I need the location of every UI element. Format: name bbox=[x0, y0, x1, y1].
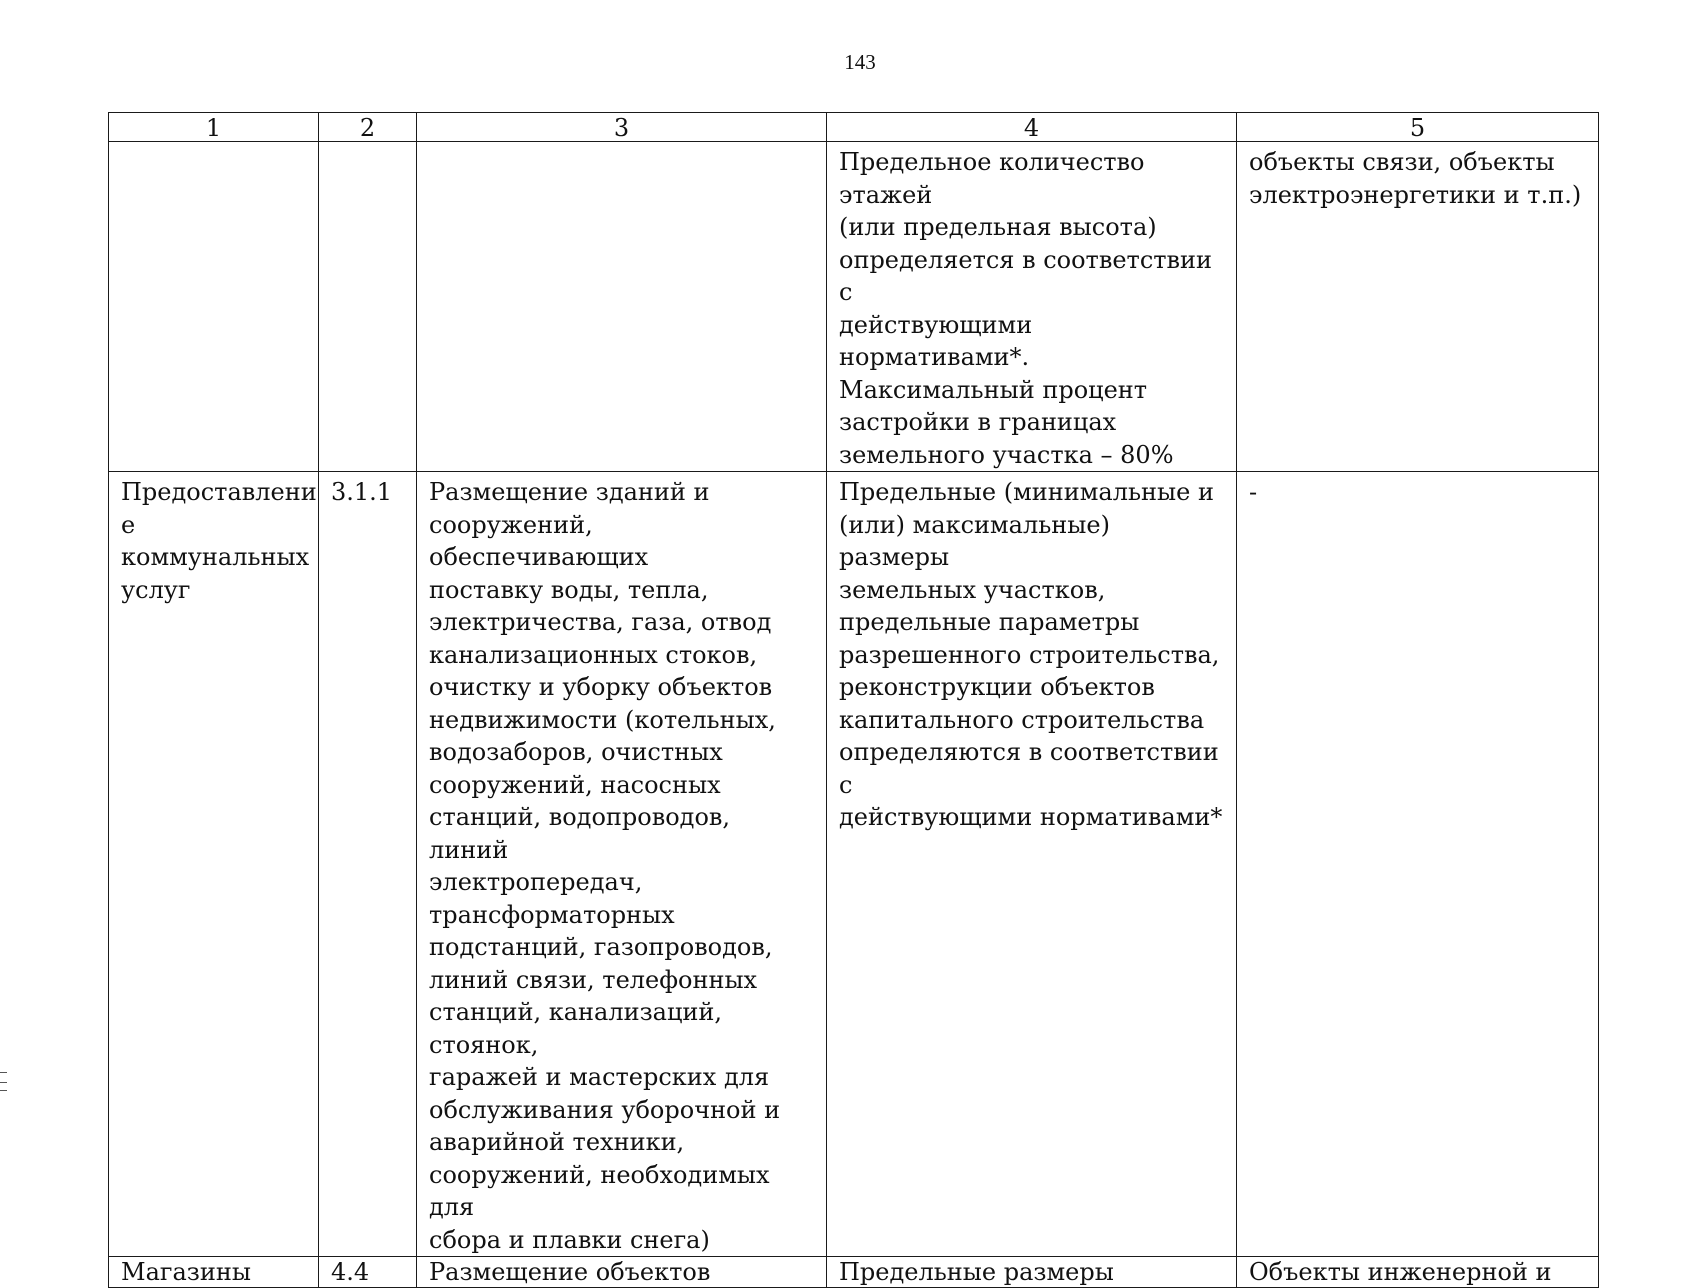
scan-margin-mark bbox=[0, 1082, 7, 1083]
table-row-utilities bbox=[109, 472, 1599, 1257]
table-row-continuation bbox=[109, 142, 1599, 472]
cell-notes: Объекты инженерной и bbox=[1237, 1257, 1599, 1288]
cell-use-description: Размещение зданий и сооружений, обеспечивающих поставку воды, тепла, электричества, газа, отвод канализационных стоков, очистку и уборку объектов недвижимости (котельных, водозаборов, очистных сооружений, насосных станций, водопроводов, линий электропередач, трансформаторных подстанций, газопроводов, линий связи, телефонных станций, канализаций, стоянок, гаражей и мастерских для обслуживания уборочной и аварийной техники, сооружений, необходимых для сбора и плавки снега) bbox=[417, 472, 827, 1257]
cell-use-code: 3.1.1 bbox=[319, 472, 417, 1257]
scan-margin-mark bbox=[0, 1090, 7, 1091]
cell-use-description: Размещение объектов bbox=[417, 1257, 827, 1288]
cell-use-name bbox=[109, 142, 319, 472]
header-cell-3: 3 bbox=[417, 113, 827, 142]
table-header-row bbox=[109, 113, 1599, 142]
header-cell-4: 4 bbox=[827, 113, 1237, 142]
cell-use-name: Магазины bbox=[109, 1257, 319, 1288]
land-use-table bbox=[108, 112, 1599, 1288]
cell-limit-parameters: Предельное количество этажей (или предельная высота) определяется в соответствии с действующими нормативами*. Максимальный процент застройки в границах земельного участка – 80% bbox=[827, 142, 1237, 472]
page-number: 143 bbox=[844, 50, 876, 74]
cell-limit-parameters: Предельные размеры bbox=[827, 1257, 1237, 1288]
header-cell-5: 5 bbox=[1237, 113, 1599, 142]
scan-margin-mark bbox=[0, 1072, 7, 1073]
cell-notes: - bbox=[1237, 472, 1599, 1257]
header-cell-2: 2 bbox=[319, 113, 417, 142]
table-row-shops bbox=[109, 1257, 1599, 1288]
cell-notes: объекты связи, объекты электроэнергетики и т.п.) bbox=[1237, 142, 1599, 472]
cell-use-code bbox=[319, 142, 417, 472]
cell-use-description bbox=[417, 142, 827, 472]
cell-use-code: 4.4 bbox=[319, 1257, 417, 1288]
cell-use-name: Предоставлени е коммунальных услуг bbox=[109, 472, 319, 1257]
cell-limit-parameters: Предельные (минимальные и (или) максимальные) размеры земельных участков, предельные параметры разрешенного строительства, реконструкции объектов капитального строительства определяются в соответствии с действующими нормативами* bbox=[827, 472, 1237, 1257]
header-cell-1: 1 bbox=[109, 113, 319, 142]
